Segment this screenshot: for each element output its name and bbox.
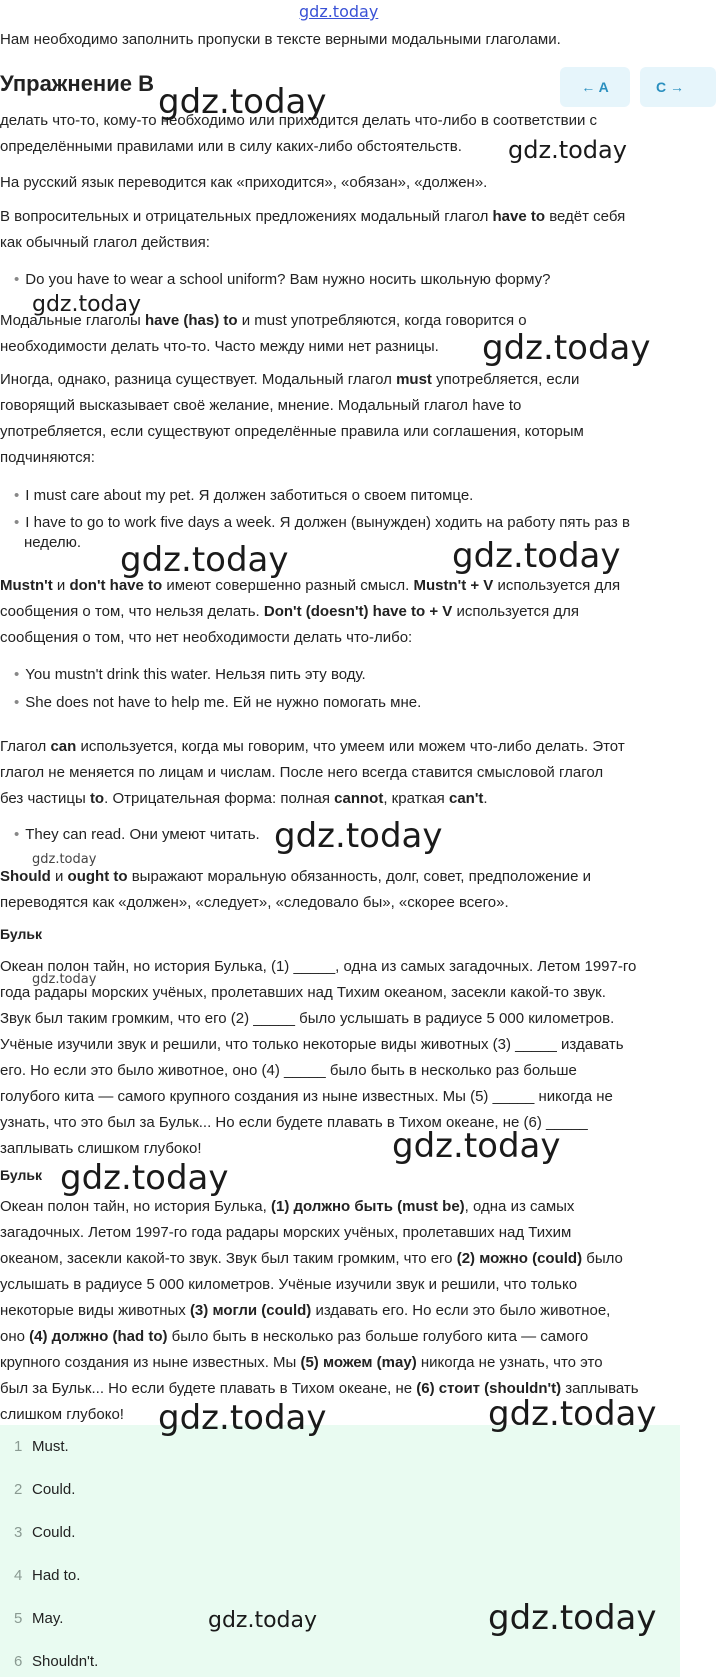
answer-item: 4 Had to. <box>14 1567 81 1584</box>
example-item: • I must care about my pet. Я должен заботиться о своем питомце. <box>14 483 473 509</box>
task-line: Звук был таким громким, что его (2) _____ было услышать в радиусе 5 000 километров. <box>0 1010 615 1027</box>
paragraph: сообщения о том, что нет необходимости делать что-либо: <box>0 629 413 646</box>
solution-line: загадочных. Летом 1997-го года радары морских учёных, пролетавших над Тихим <box>0 1224 572 1241</box>
prev-exercise-button[interactable]: ← A <box>560 67 630 107</box>
task-line: заплывать слишком глубоко! <box>0 1140 202 1157</box>
task-line: года радары морских учёных, пролетавших над Тихим океаном, засекли какой-то звук. <box>0 984 606 1001</box>
watermark: gdz.today <box>60 1158 229 1198</box>
paragraph: Иногда, однако, разница существует. Модальный глагол must употребляется, если <box>0 371 580 388</box>
watermark: gdz.today <box>32 852 97 867</box>
task-line: его. Но если это было животное, оно (4) _____ было быть в несколько раз больше <box>0 1062 577 1079</box>
paragraph: Mustn't и don't have to имеют совершенно разный смысл. Mustn't + V используется для <box>0 577 621 594</box>
solution-line: услышать в радиусе 5 000 километров. Учёные изучили звук и решили, что только <box>0 1276 578 1293</box>
solution-line: крупного создания из ныне известных. Мы (5) можем (may) никогда не узнать, что это <box>0 1354 603 1371</box>
paragraph: говорящий высказывает своё желание, мнение. Модальный глагол have to <box>0 397 522 414</box>
rule-line: делать что-то, кому-то необходимо или приходится делать что-либо в соответствии с <box>0 112 597 129</box>
task-line: узнать, что это был за Бульк... Но если будете плавать в Тихом океане, не (6) _____ <box>0 1114 588 1131</box>
watermark: gdz.today <box>274 816 443 856</box>
watermark: gdz.today <box>32 972 97 987</box>
watermark: gdz.today <box>158 82 327 122</box>
rule-line: определёнными правилами или в силу каких-либо обстоятельств. <box>0 138 462 155</box>
answers-panel <box>0 1425 680 1677</box>
watermark: gdz.today <box>508 136 627 164</box>
answer-item: 3 Could. <box>14 1524 76 1541</box>
paragraph: Глагол can используется, когда мы говорим, что умеем или можем что-либо делать. Этот <box>0 738 625 755</box>
solution-line: оно (4) должно (had to) было быть в несколько раз больше голубого кита — самого <box>0 1328 589 1345</box>
intro-text: Нам необходимо заполнить пропуски в тексте верными модальными глаголами. <box>0 31 561 48</box>
solution-line: Океан полон тайн, но история Булька, (1) должно быть (must be), одна из самых <box>0 1198 575 1215</box>
paragraph: переводятся как «должен», «следует», «следовало бы», «скорее всего». <box>0 894 509 911</box>
task-line: Учёные изучили звук и решили, что только некоторые виды животных (3) _____ издавать <box>0 1036 624 1053</box>
example-item: • I have to go to work five days a week. Я должен (вынужден) ходить на работу пять раз в <box>14 510 630 536</box>
paragraph: В вопросительных и отрицательных предложениях модальный глагол have to ведёт себя <box>0 208 626 225</box>
watermark: gdz.today <box>120 540 289 580</box>
example-item: • Do you have to wear a school uniform? Вам нужно носить школьную форму? <box>14 267 550 293</box>
watermark: gdz.today <box>158 1398 327 1438</box>
paragraph: подчиняются: <box>0 449 95 466</box>
task-line: голубого кита — самого крупного создания из ныне известных. Мы (5) _____ никогда не <box>0 1088 613 1105</box>
paragraph: На русский язык переводится как «приходится», «обязан», «должен». <box>0 174 488 191</box>
paragraph: сообщения о том, что нельзя делать. Don't (doesn't) have to + V используется для <box>0 603 580 620</box>
paragraph: без частицы to. Отрицательная форма: полная cannot, краткая can't. <box>0 790 488 807</box>
paragraph: как обычный глагол действия: <box>0 234 210 251</box>
solution-line: слишком глубоко! <box>0 1406 124 1423</box>
watermark-top-link[interactable]: gdz.today <box>299 2 379 21</box>
paragraph: глагол не меняется по лицам и числам. После него всегда ставится смысловой глагол <box>0 764 604 781</box>
task-line: Океан полон тайн, но история Булька, (1) _____, одна из самых загадочных. Летом 1997-го <box>0 958 637 975</box>
watermark: gdz.today <box>452 536 621 576</box>
watermark: gdz.today <box>392 1126 561 1166</box>
watermark: gdz.today <box>488 1394 657 1434</box>
next-exercise-button[interactable]: C → <box>640 67 716 107</box>
paragraph: употребляется, если существуют определённые правила или соглашения, которым <box>0 423 584 440</box>
paragraph: Should и ought to выражают моральную обязанность, долг, совет, предположение и <box>0 868 592 885</box>
example-item: • She does not have to help me. Ей не нужно помогать мне. <box>14 690 421 716</box>
solution-line: океаном, засекли какой-то звук. Звук был таким громким, что его (2) можно (could) было <box>0 1250 623 1267</box>
example-item: • You mustn't drink this water. Нельзя пить эту воду. <box>14 662 366 688</box>
solution-line: некоторые виды животных (3) могли (could) издавать его. Но если это было животное, <box>0 1302 611 1319</box>
answer-item: 1 Must. <box>14 1438 69 1455</box>
paragraph: Модальные глаголы have (has) to и must употребляются, когда говорится о <box>0 312 527 329</box>
watermark: gdz.today <box>208 1608 318 1633</box>
solution-line: был за Бульк... Но если будете плавать в Тихом океане, не (6) стоит (shouldn't) заплывать <box>0 1380 639 1397</box>
task-title: Бульк <box>0 926 42 942</box>
answer-item: 5 May. <box>14 1610 64 1627</box>
paragraph: необходимости делать что-то. Часто между ними нет разницы. <box>0 338 439 355</box>
answer-item: 2 Could. <box>14 1481 76 1498</box>
answer-item: 6 Shouldn't. <box>14 1653 99 1670</box>
example-item: • They can read. Они умеют читать. <box>14 822 260 848</box>
example-item-cont: неделю. <box>24 534 82 551</box>
exercise-title: Упражнение B <box>0 71 158 97</box>
solution-title: Бульк <box>0 1167 42 1183</box>
watermark: gdz.today <box>488 1598 657 1638</box>
watermark: gdz.today <box>482 328 651 368</box>
watermark: gdz.today <box>32 292 142 317</box>
